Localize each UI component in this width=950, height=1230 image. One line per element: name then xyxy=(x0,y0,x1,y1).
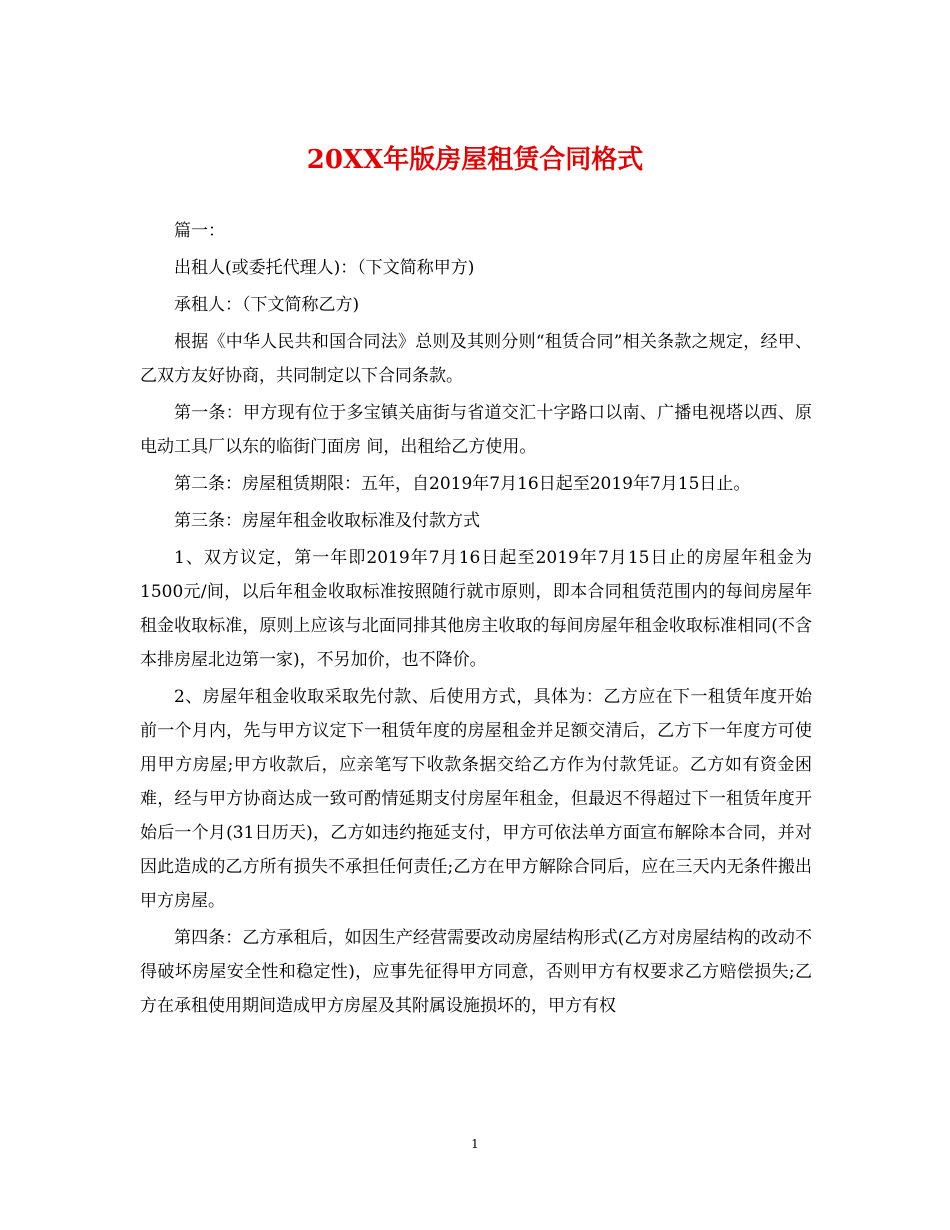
paragraph-article-2: 第二条：房屋租赁期限：五年，自2019年7月16日起至2019年7月15日止。 xyxy=(174,474,751,494)
document-body xyxy=(140,214,812,1026)
paragraph-preamble: 根据《中华人民共和国合同法》总则及其则分则“租赁合同”相关条款之规定，经甲、乙双方友好协商，共同制定以下合同条款。 xyxy=(140,332,812,386)
paragraph-article-3: 第三条：房屋年租金收取标准及付款方式 xyxy=(174,511,480,531)
paragraph-article-4: 第四条：乙方承租后，如因生产经营需要改动房屋结构形式(乙方对房屋结构的改动不得破坏房屋安全性和稳定性)，应事先征得甲方同意，否则甲方有权要求乙方赔偿损失;乙方在承租使用期间造成甲方房屋及其附属设施损坏的，甲方有权 xyxy=(140,928,812,1016)
paragraph-article-1: 第一条：甲方现有位于多宝镇关庙街与省道交汇十字路口以南、广播电视塔以西、原电动工具厂以东的临街门面房 间，出租给乙方使用。 xyxy=(140,403,812,457)
page-number: 1 xyxy=(471,1137,479,1151)
paragraph-lessee: 承租人：（下文简称乙方) xyxy=(174,295,360,315)
paragraph-article-3-item-2: 2、房屋年租金收取采取先付款、后使用方式，具体为：乙方应在下一租赁年度开始前一个月内，先与甲方议定下一租赁年度的房屋租金并足额交清后，乙方下一年度方可使用甲方房屋;甲方收款后，应亲笔写下收款条据交给乙方作为付款凭证。乙方如有资金困难，经与甲方协商达成一致可酌情延期支付房屋年租金，但最迟不得超过下一租赁年度开始后一个月(31日历天)，乙方如违约拖延支付，甲方可依法单方面宣布解除本合同，并对因此造成的乙方所有损失不承担任何责任;乙方在甲方解除合同后，应在三天内无条件搬出甲方房屋。 xyxy=(140,687,812,911)
paragraph-lessor: 出租人(或委托代理人)：（下文简称甲方) xyxy=(174,258,475,278)
document-title: 20XX年版房屋租赁合同格式 xyxy=(306,145,644,175)
paragraph-article-3-item-1: 1、双方议定，第一年即2019年7月16日起至2019年7月15日止的房屋年租金为1500元/间，以后年租金收取标准按照随行就市原则，即本合同租赁范围内的每间房屋年租金收取标准，原则上应该与北面同排其他房主收取的每间房屋年租金收取标准相同(不含本排房屋北边第一家)，不另加价，也不降价。 xyxy=(140,548,812,670)
paragraph-section-label: 篇一： xyxy=(174,221,225,241)
